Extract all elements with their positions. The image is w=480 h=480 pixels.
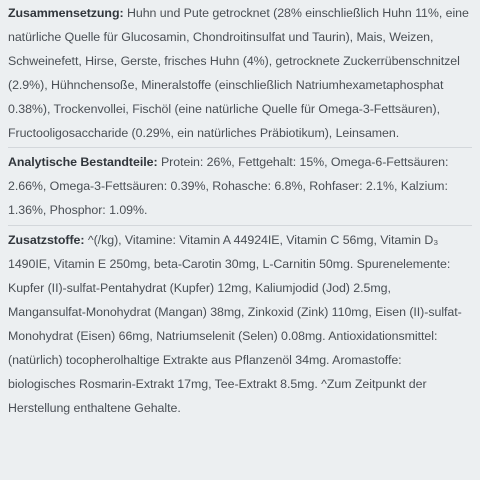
analytical-label: Analytische Bestandteile: <box>8 155 158 170</box>
composition-text: Huhn und Pute getrocknet (28% einschließlich Huhn 11%, eine natürliche Quelle für Glucosamin, Chondroitinsulfat und Taurin), Mais, Weizen, Schweinefett, Hirse, Gerste, frisches Huhn (4%), getrocknete Zuckerrübenschnitzel (2.9%), Hühnchensoße, Mineralstoffe (einschließlich Natriumhexametaphosphat 0.38%), Trockenvollei, Fischöl (eine natürliche Quelle für Omega-3-Fettsäuren), Fructooligosaccharide (0.29%, ein natürliches Präbiotikum), Leinsamen. <box>8 6 469 140</box>
composition-section <box>8 2 472 145</box>
additives-label: Zusatzstoffe: <box>8 233 85 248</box>
section-divider <box>8 147 472 148</box>
section-divider <box>8 225 472 226</box>
analytical-section <box>8 151 472 223</box>
additives-section <box>8 229 472 420</box>
additives-text: ^(/kg), Vitamine: Vitamin A 44924IE, Vitamin C 56mg, Vitamin D₃ 1490IE, Vitamin E 250mg, beta-Carotin 30mg, L-Carnitin 50mg. Spurenelemente: Kupfer (II)-sulfat-Pentahydrat (Kupfer) 12mg, Kaliumjodid (Jod) 2.5mg, Mangansulfat-Monohydrat (Mangan) 38mg, Zinkoxid (Zink) 110mg, Eisen (II)-sulfat-Monohydrat (Eisen) 66mg, Natriumselenit (Selen) 0.08mg. Antioxidationsmittel: (natürlich) tocopherolhaltige Extrakte aus Pflanzenöl 34mg. Aromastoffe: biologisches Rosmarin-Extrakt 17mg, Tee-Extrakt 8.5mg. ^Zum Zeitpunkt der Herstellung enthaltene Gehalte. <box>8 233 462 415</box>
analytical-text: Protein: 26%, Fettgehalt: 15%, Omega-6-Fettsäuren: 2.66%, Omega-3-Fettsäuren: 0.39%, Rohasche: 6.8%, Rohfaser: 2.1%, Kalzium: 1.36%, Phosphor: 1.09%. <box>8 155 449 218</box>
composition-label: Zusammensetzung: <box>8 6 124 20</box>
